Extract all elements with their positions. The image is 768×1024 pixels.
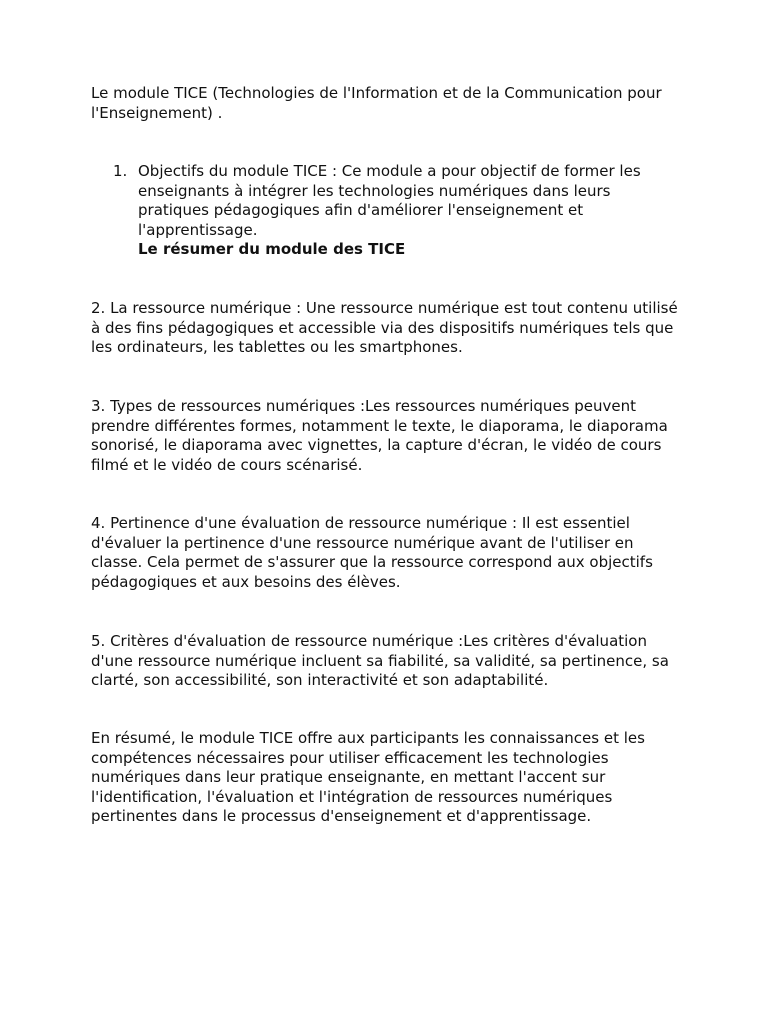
paragraph-pertinence: 4. Pertinence d'une évaluation de ressource numérique : Il est essentiel d'évaluer la pertinence d'une ressource numérique avant de l'utiliser en classe. Cela permet de s'assurer que la ressource correspond aux objectifs pédagogiques et aux besoins des élèves. [91,514,653,591]
objectives-text: Objectifs du module TICE : Ce module a pour objectif de former les enseignants à intégrer les technologies numériques dans leurs pratiques pédagogiques afin d'améliorer l'enseignement et l'apprentissage. [138,162,641,239]
list-item-objectives [113,162,683,260]
list-number: 1. [113,162,128,180]
summary-heading: Le résumer du module des TICE [138,240,406,259]
intro-paragraph: Le module TICE (Technologies de l'Information et de la Communication pour l'Enseignement) . [91,84,662,122]
paragraph-criteres: 5. Critères d'évaluation de ressource numérique :Les critères d'évaluation d'une ressource numérique incluent sa fiabilité, sa validité, sa pertinence, sa clarté, son accessibilité, son interactivité et son adaptabilité. [91,632,669,690]
paragraph-types-ressources: 3. Types de ressources numériques :Les ressources numériques peuvent prendre différentes formes, notamment le texte, le diaporama, le diaporama sonorisé, le diaporama avec vignettes, la capture d'écran, le vidéo de cours filmé et le vidéo de cours scénarisé. [91,397,668,474]
list-item-body [138,162,683,260]
paragraph-ressource-numerique: 2. La ressource numérique : Une ressource numérique est tout contenu utilisé à des fins pédagogiques et accessible via des dispositifs numériques tels que les ordinateurs, les tablettes ou les smartphones. [91,299,678,357]
conclusion-paragraph: En résumé, le module TICE offre aux participants les connaissances et les compétences nécessaires pour utiliser efficacement les technologies numériques dans leur pratique enseignante, en mettant l'accent sur l'identification, l'évaluation et l'intégration de ressources numériques pertinentes dans le processus d'enseignement et d'apprentissage. [91,729,645,826]
